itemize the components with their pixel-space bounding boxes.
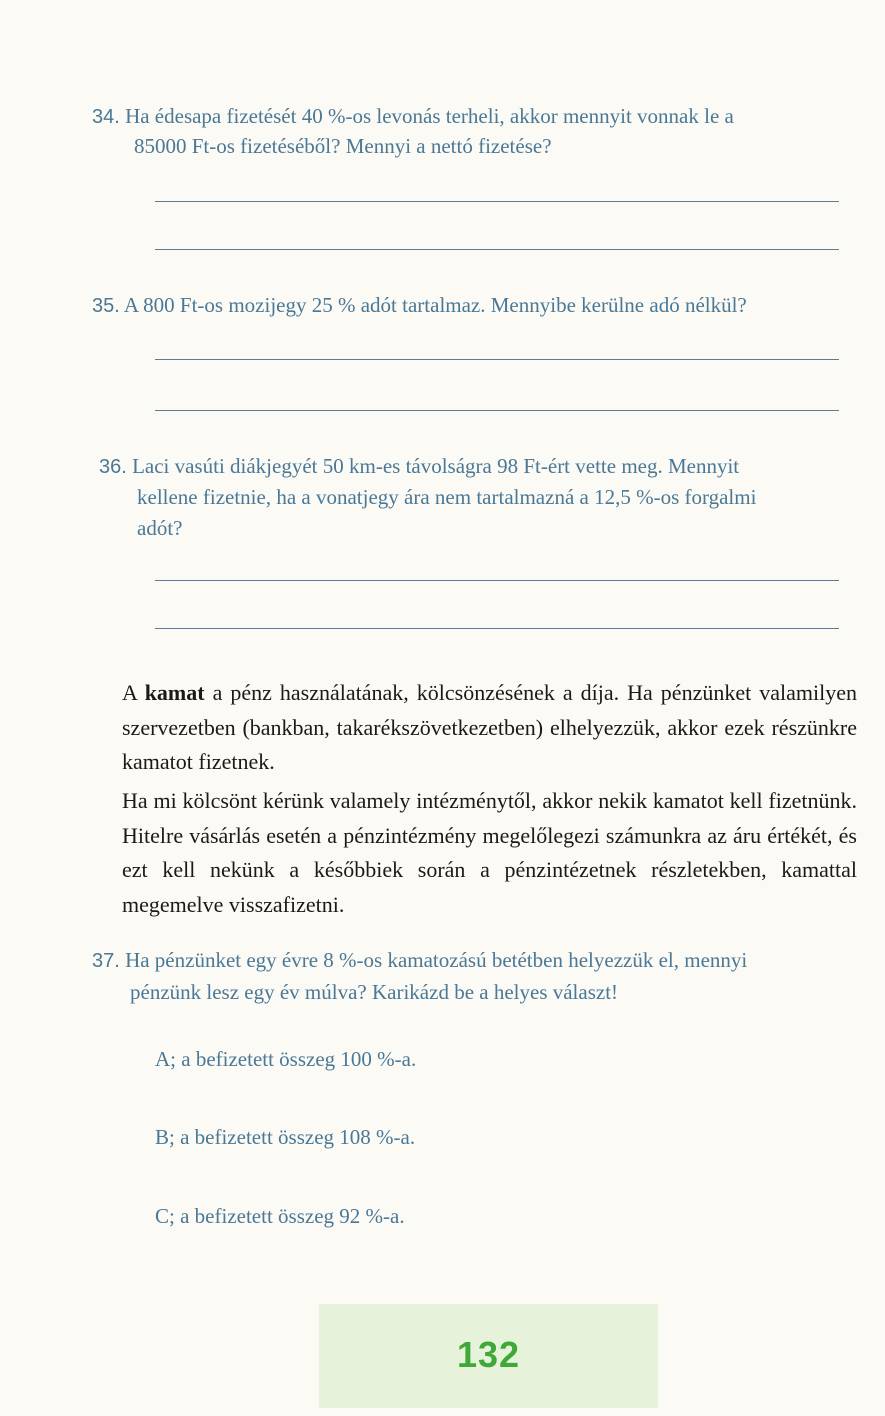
question-text-cont: 85000 Ft-os fizetéséből? Mennyi a nettó fizetése? [134,134,552,158]
question-35 [92,291,862,320]
page-number-box [319,1304,658,1408]
question-number: 34. [92,106,120,128]
info-text-2 [122,784,857,922]
info-paragraph: Ha mi kölcsönt kérünk valamely intézménytől, akkor nekik kamatot kell fizetnünk. Hitelre vásárlás esetén a pénzintézmény megelőlegezi számunkra az áru értékét, és ezt kell nekünk a későbbiek során a pénzintézetnek részletekben, kamattal megemelve visszafizetni. [122,788,857,917]
question-36 [99,452,869,540]
info-paragraph [122,676,857,780]
question-text-cont: adót? [137,516,183,540]
answer-option-c[interactable]: C; a befizetett összeg 92 %-a. [155,1204,405,1228]
question-34 [92,102,862,158]
answer-line [155,580,839,581]
question-text: A 800 Ft-os mozijegy 25 % adót tartalmaz. Mennyibe kerülne adó nélkül? [123,293,747,317]
info-text-part: A [122,680,145,705]
question-text: Ha édesapa fizetését 40 %-os levonás terheli, akkor mennyit vonnak le a [125,104,734,128]
answer-line [155,201,839,202]
question-text: Ha pénzünket egy évre 8 %-os kamatozású betétben helyezzük el, mennyi [125,948,748,972]
question-number: 37. [92,950,120,972]
question-text-cont: kellene fizetnie, ha a vonatjegy ára nem tartalmazná a 12,5 %-os forgalmi [137,485,757,509]
question-number: 35. [92,295,120,317]
answer-line [155,628,839,629]
answer-option-a[interactable]: A; a befizetett összeg 100 %-a. [155,1047,417,1071]
info-text [122,676,857,780]
info-text-part: a pénz használatának, kölcsönzésének a díja. Ha pénzünket valamilyen szervezetben (bankban, takarékszövetkezetben) elhelyezzük, akkor ezek részünkre kamatot fizetnek. [122,680,857,774]
answer-line [155,249,839,250]
answer-line [155,410,839,411]
answer-line [155,359,839,360]
question-text-cont: pénzünk lesz egy év múlva? Karikázd be a helyes választ! [130,980,619,1004]
page-number: 132 [456,1334,521,1375]
question-37 [92,946,862,1004]
question-text: Laci vasúti diákjegyét 50 km-es távolságra 98 Ft-ért vette meg. Mennyit [132,454,740,478]
question-number: 36. [99,456,127,478]
answer-option-b[interactable]: B; a befizetett összeg 108 %-a. [155,1125,416,1149]
info-keyword: kamat [144,680,205,705]
